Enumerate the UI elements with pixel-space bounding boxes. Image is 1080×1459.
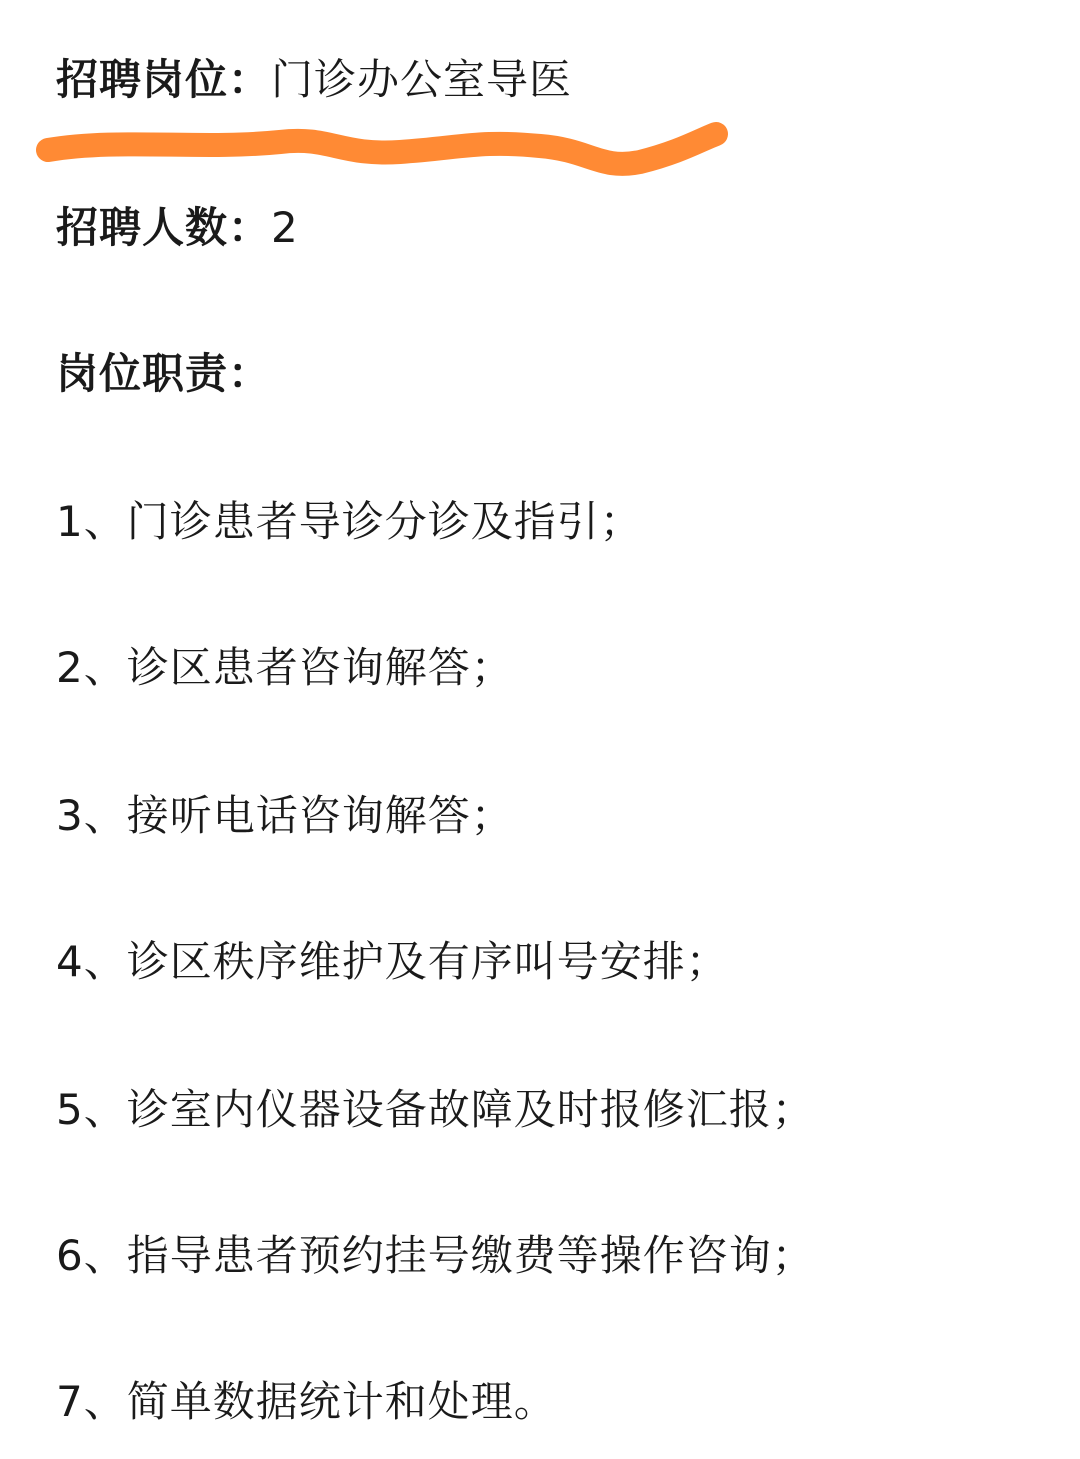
duty-item-7: 7、简单数据统计和处理。	[56, 1377, 557, 1426]
duty-item-6: 6、指导患者预约挂号缴费等操作咨询；	[56, 1231, 815, 1280]
headcount-value: 2	[271, 203, 299, 252]
position-row	[56, 52, 572, 108]
duty-item-2: 2、诊区患者咨询解答；	[56, 643, 514, 692]
duty-item-5: 5、诊室内仪器设备故障及时报修汇报；	[56, 1085, 815, 1134]
duty-item-4: 4、诊区秩序维护及有序叫号安排；	[56, 937, 729, 986]
duty-item-3: 3、接听电话咨询解答；	[56, 791, 514, 840]
duty-item-1: 1、门诊患者导诊分诊及指引；	[56, 497, 643, 546]
headcount-label: 招聘人数：	[56, 203, 272, 252]
duties-heading: 岗位职责：	[56, 349, 272, 398]
position-value: 门诊办公室导医	[271, 55, 573, 104]
position-label: 招聘岗位：	[56, 55, 272, 104]
headcount-row	[56, 200, 299, 256]
